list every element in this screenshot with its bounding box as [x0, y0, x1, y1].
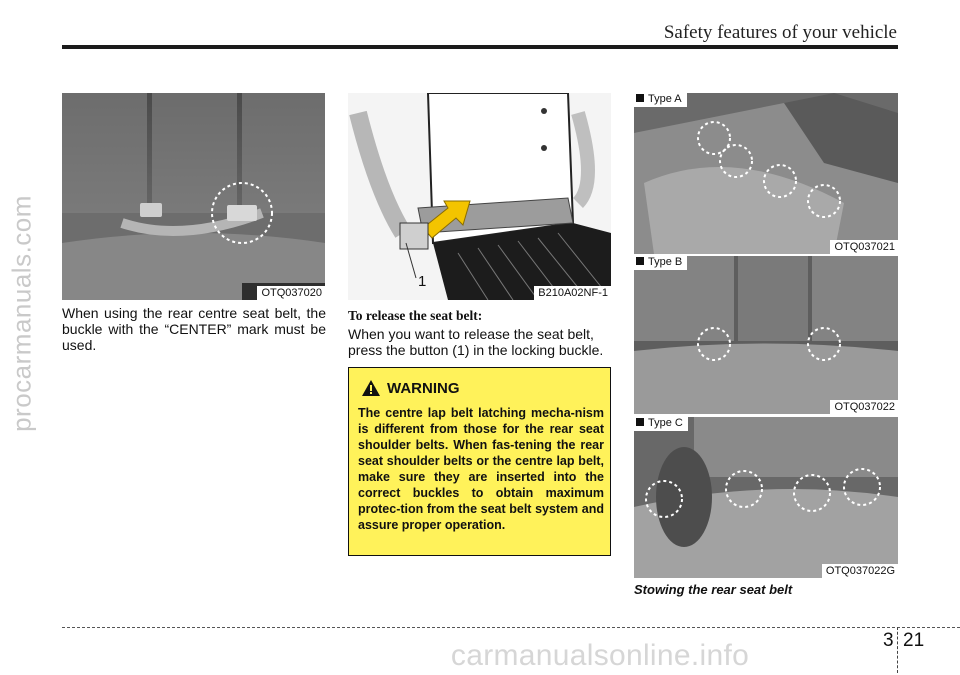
type-c-tag [634, 417, 688, 431]
type-b-illustration [634, 256, 898, 414]
center-belt-paragraph: When using the rear centre seat belt, the buckle with the “CENTER” mark must be used. [62, 305, 326, 353]
warning-box [348, 367, 611, 556]
release-subheading: To release the seat belt: [348, 308, 483, 323]
type-a-tag [634, 93, 687, 107]
photo-code-release: B210A02NF-1 [534, 286, 611, 300]
side-watermark: procarmanuals.com [6, 195, 37, 432]
photo-code-type-b: OTQ037022 [830, 400, 898, 414]
center-seat-photo [62, 93, 325, 300]
chapter-number: 3 [883, 630, 894, 651]
warning-title: WARNING [387, 380, 460, 397]
square-bullet-icon [636, 94, 644, 102]
type-c-illustration [634, 417, 898, 578]
square-bullet-icon [636, 418, 644, 426]
photo-code-center-seat: OTQ037020 [257, 286, 325, 300]
rear-seat-illustration [62, 93, 325, 300]
footer-rule [62, 627, 960, 628]
page-header-title: Safety features of your vehicle [663, 22, 897, 43]
type-b-label: Type B [648, 256, 683, 268]
type-b-photo [634, 256, 898, 414]
release-seatbelt-photo [348, 93, 611, 300]
stowing-caption: Stowing the rear seat belt [634, 582, 793, 597]
type-a-label: Type A [648, 93, 682, 105]
release-paragraph: When you want to release the seat belt, press the button (1) in the locking buckle. [348, 326, 604, 358]
release-illustration [348, 93, 611, 300]
type-a-illustration [634, 93, 898, 254]
type-c-label: Type C [648, 417, 683, 429]
bottom-watermark: carmanualsonline.info [450, 639, 750, 672]
square-bullet-icon [636, 257, 644, 265]
type-c-photo [634, 417, 898, 578]
photo-code-type-c: OTQ037022G [822, 564, 898, 578]
type-b-tag [634, 256, 687, 270]
callout-number-1: 1 [418, 273, 427, 290]
warning-triangle-icon [361, 379, 381, 397]
header-rule [62, 45, 898, 49]
page-number: 21 [903, 630, 925, 651]
type-a-photo [634, 93, 898, 254]
photo-code-type-a: OTQ037021 [830, 240, 898, 254]
warning-text: The centre lap belt latching mecha-nism is different from those for the rear seat shoulder belts. When fas-tening the rear seat shoulder belts or the centre lap belt, make sure they are inserted into the correct buckles to obtain maximum protec-tion from the seat belt system and assure proper operation. [358, 406, 604, 532]
